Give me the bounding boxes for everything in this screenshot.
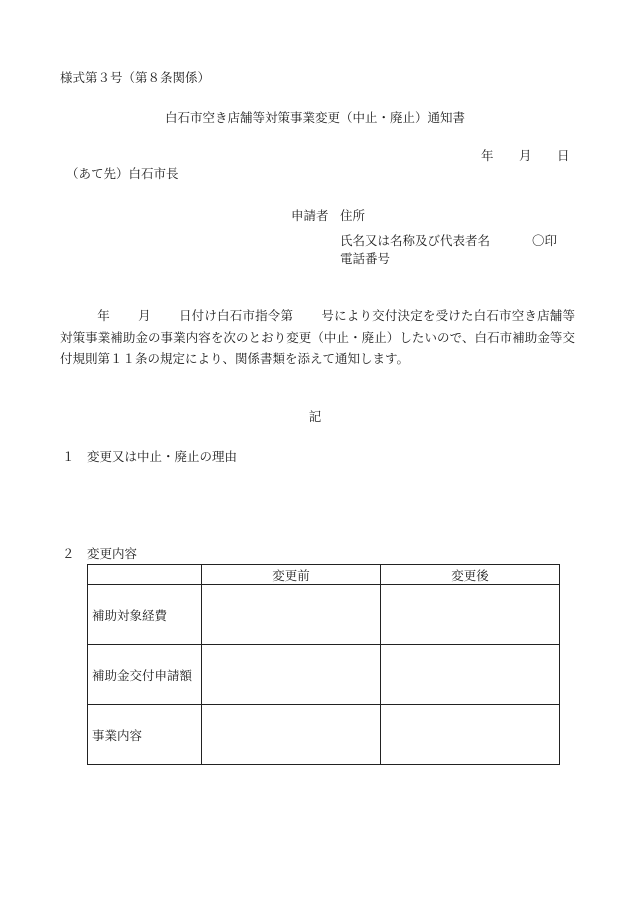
name-label: 氏名又は名称及び代表者名	[340, 233, 491, 248]
body-year: 年	[97, 308, 110, 323]
date-year: 年	[481, 148, 494, 163]
section-1-number: １	[62, 449, 75, 464]
document-title: 白石市空き店舗等対策事業変更（中止・廃止）通知書	[164, 110, 465, 125]
after-value-cell[interactable]	[381, 705, 560, 765]
before-value-cell[interactable]	[202, 645, 381, 705]
phone-label: 電話番号	[340, 251, 391, 266]
applicant-label: 申請者	[291, 208, 329, 223]
seal-mark: 〇印	[532, 233, 558, 248]
form-number: 様式第３号（第８条関係）	[60, 70, 211, 85]
section-1-title: 変更又は中止・廃止の理由	[87, 449, 238, 464]
table-row	[88, 645, 560, 705]
after-value-cell[interactable]	[381, 585, 560, 645]
date-month: 月	[519, 148, 532, 163]
row-label: 補助金交付申請額	[88, 645, 202, 705]
addressee: （あて先）白石市長	[66, 166, 179, 181]
table-header-row	[88, 565, 560, 585]
table-row	[88, 585, 560, 645]
date-day: 日	[557, 148, 570, 163]
body-paragraph	[60, 305, 575, 370]
body-month: 月	[137, 308, 151, 323]
address-label: 住所	[340, 208, 366, 223]
before-value-cell[interactable]	[202, 705, 381, 765]
section-2-number: ２	[62, 546, 75, 561]
section-2-title: 変更内容	[87, 546, 138, 561]
after-value-cell[interactable]	[381, 645, 560, 705]
row-label: 事業内容	[88, 705, 202, 765]
row-label: 補助対象経費	[88, 585, 202, 645]
header-before: 変更前	[202, 565, 381, 585]
header-after: 変更後	[381, 565, 560, 585]
before-value-cell[interactable]	[202, 585, 381, 645]
ki-heading: 記	[308, 409, 322, 424]
change-table	[87, 564, 560, 765]
table-row	[88, 705, 560, 765]
body-text-2: 号により交付決定を受けた白石市空き店舗等対策事業補助金の事業内容を次のとおり変更（中止・廃止）したいので、白石市補助金等交付規則第１１条の規定により、関係書類を添えて通知します。	[60, 308, 575, 366]
body-text-1: 日付け白石市指令第	[178, 308, 294, 323]
header-empty-cell	[88, 565, 202, 585]
